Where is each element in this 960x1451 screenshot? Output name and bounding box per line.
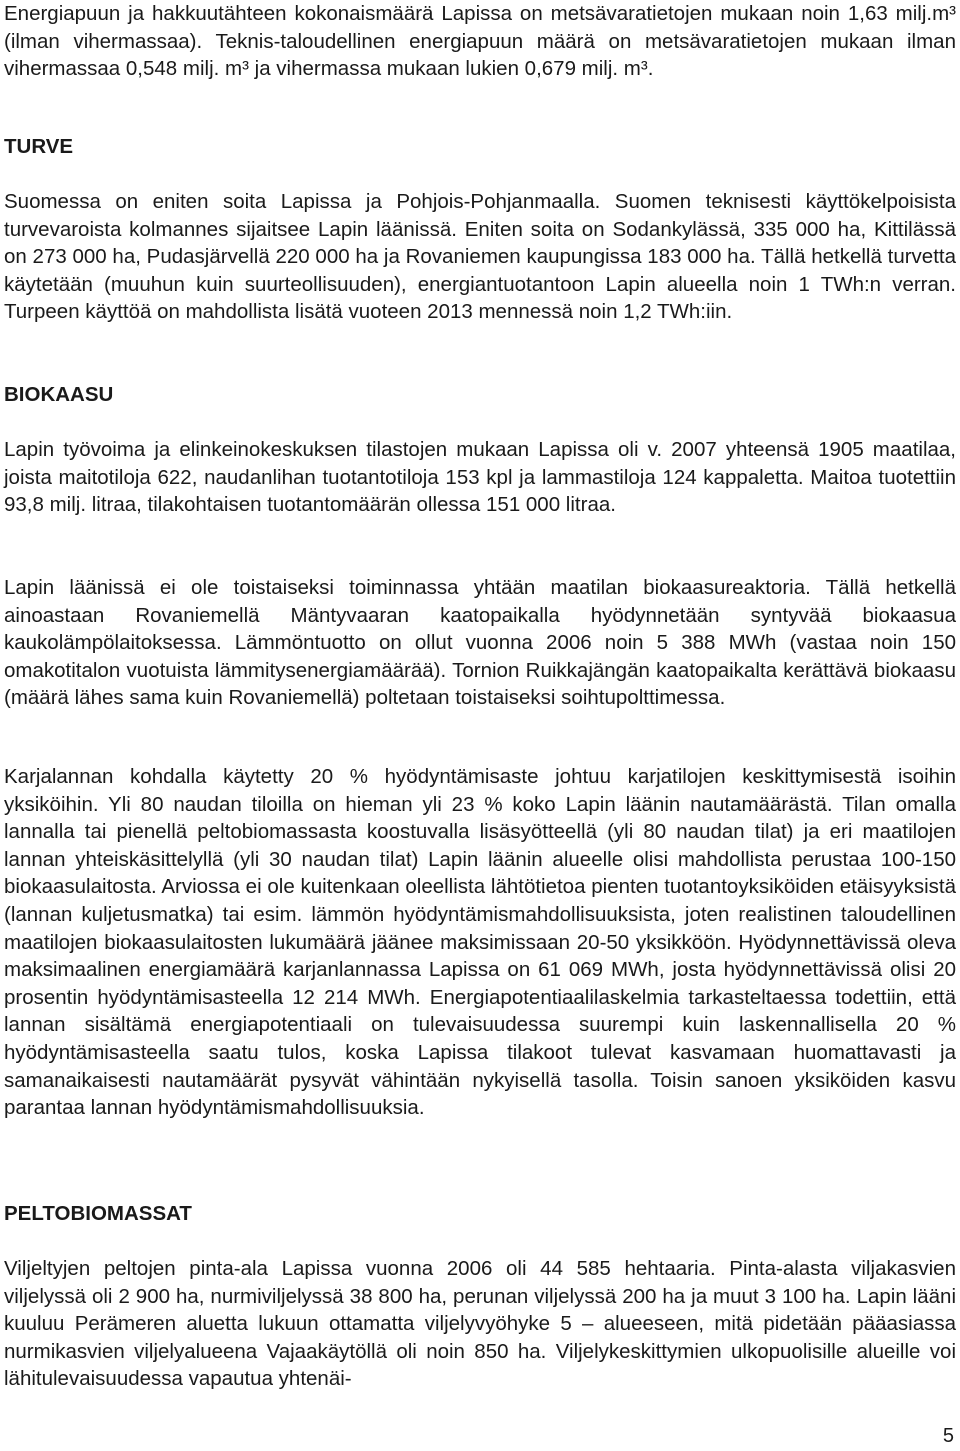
biokaasu-paragraph-3: Karjalannan kohdalla käytetty 20 % hyödyntämisaste johtuu karjatilojen keskittymisestä isoihin yksiköihin. Yli 80 naudan tiloilla on hieman yli 23 % koko Lapin läänin nautamäärästä. Tilan omalla lannalla tai pienellä peltobiomassasta koostuvalla lisäsyötteellä (yli 80 naudan tilat) ja eri maatilojen lannan yhteiskäsittelyllä (yli 30 naudan tilat) Lapin läänin alueelle olisi mahdollista perustaa 100-150 biokaasulaitosta. Arviossa ei ole kuitenkaan oleellista lähtötietoa pienten tuotantoyksiköiden etäisyyksistä (lannan kuljetusmatka) tai esim. lämmön hyödyntämismahdollisuuksista, joten realistinen taloudellinen maatilojen biokaasulaitosten lukumäärä jäänee maksimissaan 20-50 yksikköön. Hyödynnettävissä oleva maksimaalinen energiamäärä karjanlannassa Lapissa on 61 069 MWh, josta hyödynnettävissä olisi 20 prosentin hyödyntämisasteella 12 214 MWh. Energiapotentiaalilaskelmia tarkasteltaessa todettiin, että lannan sisältämä energiapotentiaali on tulevaisuudessa suurempi kuin laskennallisella 20 % hyödyntämisasteella saatu tulos, koska Lapissa tilakoot tulevat kasvamaan huomattavasti ja samanaikaisesti nautamäärät pysyvät vähintään nykyisellä tasolla. Toisin sanoen yksiköiden kasvu parantaa lannan hyödyntämismahdollisuuksia. xyxy=(4,765,956,1120)
section-heading-biokaasu: BIOKAASU xyxy=(4,383,114,406)
biokaasu-paragraph-1: Lapin työvoima ja elinkeinokeskuksen tilastojen mukaan Lapissa oli v. 2007 yhteensä 1905 maatilaa, joista maitotiloja 622, naudanlihan tuotantotiloja 153 kpl ja lammastiloja 124 kappaletta. Maitoa tuotettiin 93,8 milj. litraa, tilakohtaisen tuotantomäärän ollessa 151 000 litraa. xyxy=(4,438,956,517)
page-number: 5 xyxy=(942,1425,954,1447)
section-heading-turve: TURVE xyxy=(4,135,74,158)
turve-paragraph: Suomessa on eniten soita Lapissa ja Pohjois-Pohjanmaalla. Suomen teknisesti käyttökelpoisista turvevaroista kolmannes sijaitsee Lapin läänissä. Eniten soita on Sodankylässä, 335 000 ha, Kittilässä on 273 000 ha, Pudasjärvellä 220 000 ha ja Rovaniemen kaupungissa 183 000 ha. Tällä hetkellä turvetta käytetään (muuhun kuin suurteollisuuden), energiantuotantoon Lapin alueella noin 1 TWh:n verran. Turpeen käyttöä on mahdollista lisätä vuoteen 2013 mennessä noin 1,2 TWh:iin. xyxy=(4,190,956,324)
biokaasu-paragraph-2: Lapin läänissä ei ole toistaiseksi toiminnassa yhtään maatilan biokaasureaktoria. Tällä hetkellä ainoastaan Rovaniemellä Mäntyvaaran kaatopaikalla hyödynnetään syntyvää biokaasua kaukolämpölaitoksessa. Lämmöntuotto on ollut vuonna 2006 noin 5 388 MWh (vastaa noin 150 omakotitalon vuotuista lämmitysenergiamäärää). Tornion Ruikkajängän kaatopaikalta kerättävä biokaasu (määrä lähes sama kuin Rovaniemellä) poltetaan toistaiseksi soihtupolttimessa. xyxy=(4,576,956,710)
section-heading-peltobiomassat: PELTOBIOMASSAT xyxy=(4,1202,192,1225)
peltobiomassat-paragraph: Viljeltyjen peltojen pinta-ala Lapissa vuonna 2006 oli 44 585 hehtaaria. Pinta-alasta viljakasvien viljelyssä oli 2 900 ha, nurmiviljelyssä 38 800 ha, perunan viljelyssä 200 ha ja muut 3 100 ha. Lapin lääni kuuluu Perämeren aluetta lukuun ottamatta viljelyvyöhyke 5 – alueeseen, mitä pidetään pääasiassa nurmikasvien viljelyalueena Vajaakäytöllä oli noin 850 ha. Viljelykeskittymien ulkopuolisille alueille voi lähitulevaisuudessa vapautua yhtenäi- xyxy=(4,1257,956,1391)
intro-paragraph: Energiapuun ja hakkuutähteen kokonaismäärä Lapissa on metsävaratietojen mukaan noin 1,63 milj.m³ (ilman vihermassaa). Teknis-taloudellinen energiapuun määrä on metsävaratietojen mukaan ilman vihermassaa 0,548 milj. m³ ja vihermassa mukaan lukien 0,679 milj. m³. xyxy=(4,2,956,81)
